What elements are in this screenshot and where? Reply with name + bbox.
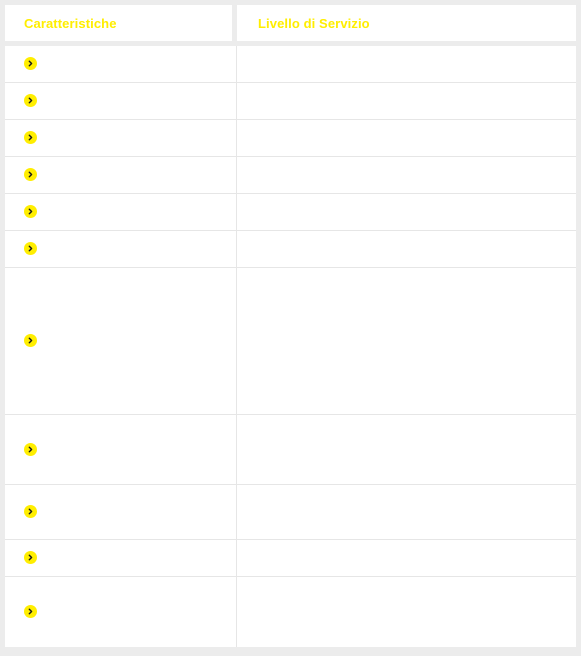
service-cell [237, 83, 576, 120]
service-cell [237, 540, 576, 577]
table-row[interactable] [5, 577, 576, 647]
service-level-table [5, 5, 576, 647]
feature-cell[interactable] [5, 120, 237, 157]
service-cell [237, 268, 576, 415]
header-features: Caratteristiche [5, 5, 237, 41]
feature-cell[interactable] [5, 46, 237, 83]
service-cell [237, 485, 576, 540]
feature-cell[interactable] [5, 268, 237, 415]
chevron-right-icon[interactable] [24, 334, 37, 347]
service-cell [237, 415, 576, 485]
chevron-right-icon[interactable] [24, 605, 37, 618]
feature-cell[interactable] [5, 231, 237, 268]
chevron-right-icon[interactable] [24, 57, 37, 70]
table-row[interactable] [5, 540, 576, 577]
table-row[interactable] [5, 485, 576, 540]
feature-cell[interactable] [5, 540, 237, 577]
feature-cell[interactable] [5, 577, 237, 647]
feature-cell[interactable] [5, 83, 237, 120]
header-service-level: Livello di Servizio [237, 5, 576, 41]
table-row[interactable] [5, 231, 576, 268]
service-cell [237, 577, 576, 647]
table-row[interactable] [5, 268, 576, 415]
service-cell [237, 157, 576, 194]
chevron-right-icon[interactable] [24, 443, 37, 456]
table-row[interactable] [5, 120, 576, 157]
chevron-right-icon[interactable] [24, 242, 37, 255]
table-row[interactable] [5, 46, 576, 83]
table-row[interactable] [5, 83, 576, 120]
chevron-right-icon[interactable] [24, 94, 37, 107]
chevron-right-icon[interactable] [24, 168, 37, 181]
chevron-right-icon[interactable] [24, 551, 37, 564]
feature-cell[interactable] [5, 485, 237, 540]
service-cell [237, 231, 576, 268]
chevron-right-icon[interactable] [24, 505, 37, 518]
chevron-right-icon[interactable] [24, 131, 37, 144]
table-row[interactable] [5, 415, 576, 485]
feature-cell[interactable] [5, 415, 237, 485]
service-cell [237, 194, 576, 231]
service-cell [237, 120, 576, 157]
feature-cell[interactable] [5, 157, 237, 194]
chevron-right-icon[interactable] [24, 205, 37, 218]
service-cell [237, 46, 576, 83]
table-row[interactable] [5, 194, 576, 231]
feature-cell[interactable] [5, 194, 237, 231]
table-row[interactable] [5, 157, 576, 194]
table-header-row [5, 5, 576, 41]
